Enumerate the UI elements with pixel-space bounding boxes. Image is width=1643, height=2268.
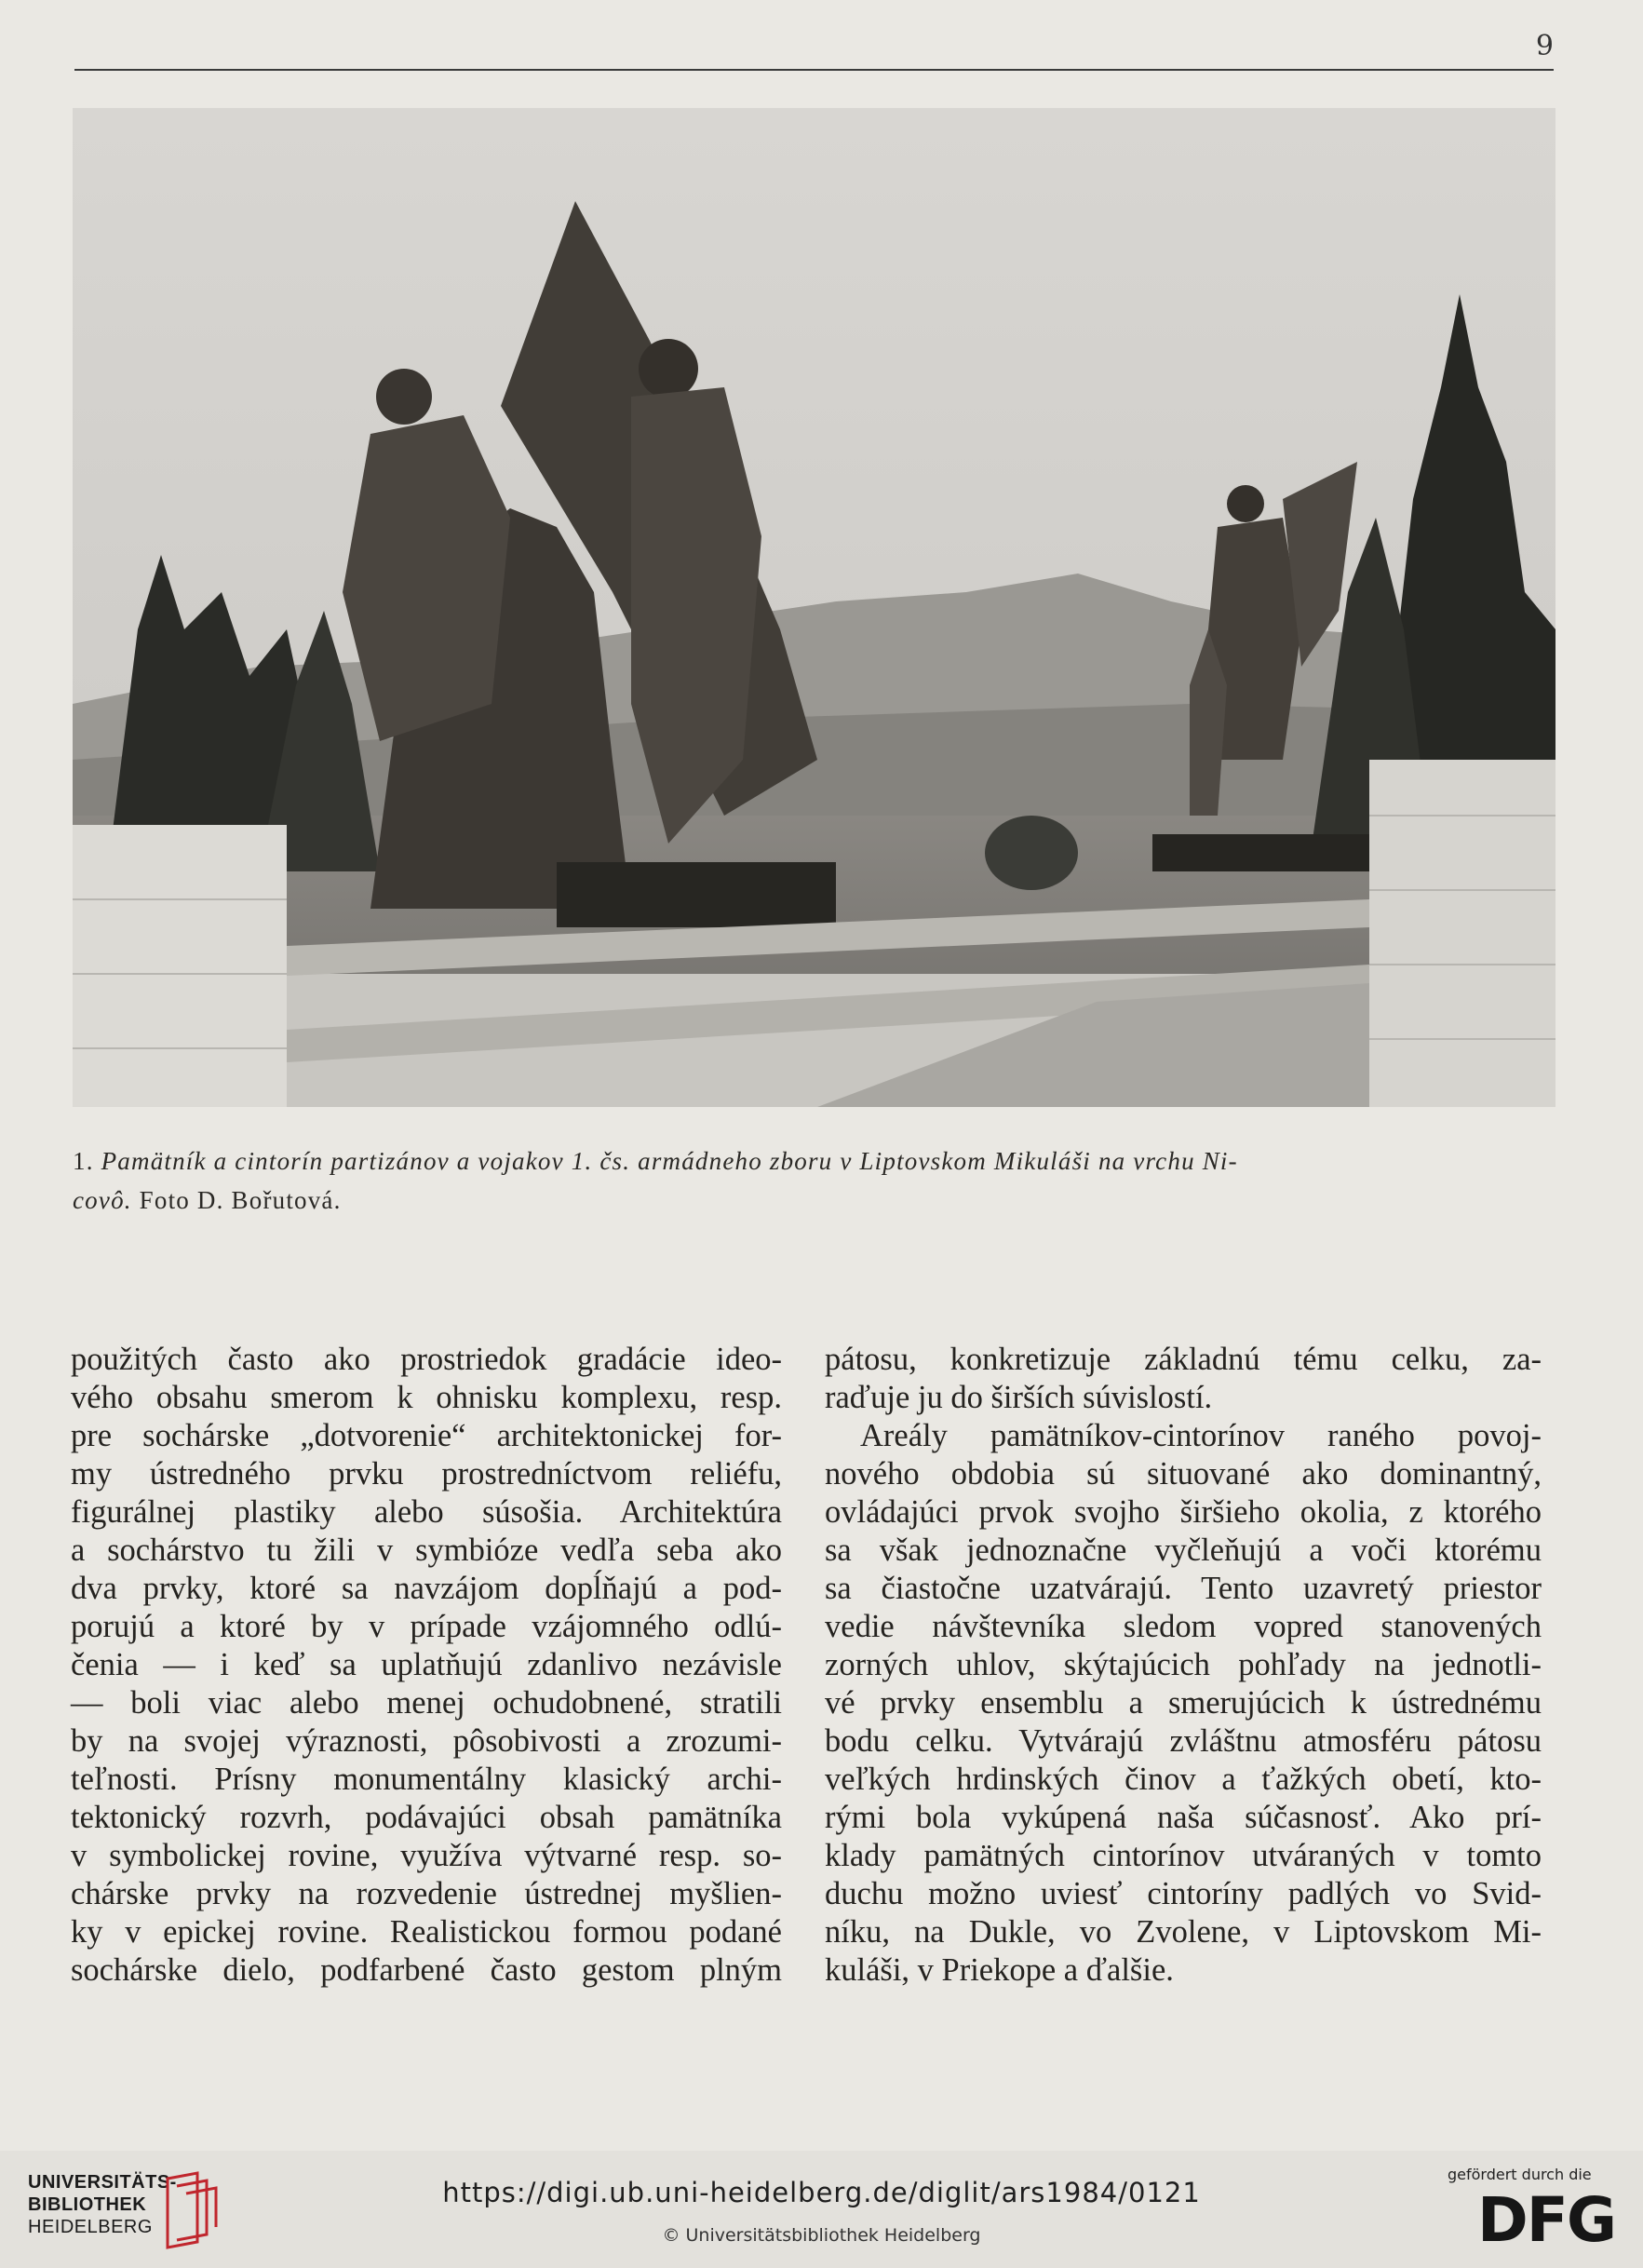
body-line: vedie návštevníka sledom vopred stanovených	[825, 1609, 1542, 1644]
copyright-notice: © Universitätsbibliothek Heidelberg	[662, 2225, 981, 2246]
body-line: a sochárstvo tu žili v symbióze vedľa seba ako	[71, 1532, 782, 1568]
body-line: vé prvky ensemblu a smerujúcich k ústrednému	[825, 1685, 1542, 1721]
body-line: vého obsahu smerom k ohnisku komplexu, resp.	[71, 1380, 782, 1415]
page-number: 9	[1535, 30, 1554, 62]
body-line: nového obdobia sú situované ako dominantný,	[825, 1456, 1542, 1492]
library-name-line2: BIBLIOTHEK	[28, 2194, 147, 2215]
caption-title-continuation: covô.	[73, 1186, 132, 1214]
body-line: my ústredného prvku prostredníctvom reliéfu,	[71, 1456, 782, 1492]
body-line: sochárske dielo, podfarbené často gestom plným	[71, 1952, 782, 1988]
viewer-footer	[0, 2151, 1643, 2268]
funding-label: gefördert durch die	[1448, 2166, 1592, 2183]
figure-caption	[73, 1141, 1555, 1220]
body-column-right	[825, 1341, 1542, 1990]
body-line: čenia — i keď sa uplatňujú zdanlivo nezávisle	[71, 1647, 782, 1682]
body-line: ovládajúci prvok svojho širšieho okolia, z ktorého	[825, 1494, 1542, 1530]
body-line: tektonický rozvrh, podávajúci obsah pamätníka	[71, 1800, 782, 1835]
body-line: rými bola vykúpená naša súčasnosť. Ako prí-	[825, 1800, 1542, 1835]
body-line: veľkých hrdinských činov a ťažkých obetí, kto-	[825, 1762, 1542, 1797]
body-line: duchu možno uviesť cintoríny padlých vo Svid-	[825, 1876, 1542, 1911]
body-line: sa však jednoznačne vyčleňujú a voči ktorému	[825, 1532, 1542, 1568]
body-line: dva prvky, ktoré sa navzájom dopĺňajú a pod-	[71, 1571, 782, 1606]
body-line: kuláši, v Priekope a ďalšie.	[825, 1952, 1174, 1988]
body-line: bodu celku. Vytvárajú zvláštnu atmosféru pátosu	[825, 1723, 1542, 1759]
body-line: — boli viac alebo menej ochudobnené, stratili	[71, 1685, 782, 1721]
body-line: klady pamätných cintorínov utváraných v tomto	[825, 1838, 1542, 1873]
body-line: pátosu, konkretizuje základnú tému celku, za-	[825, 1342, 1542, 1377]
header-rule	[74, 69, 1554, 71]
caption-number: 1.	[73, 1147, 101, 1175]
body-line: níku, na Dukle, vo Zvolene, v Liptovskom Mi-	[825, 1914, 1542, 1950]
dfg-logo[interactable]: DFG	[1476, 2184, 1615, 2256]
library-name-line1: UNIVERSITÄTS-	[28, 2172, 177, 2193]
permalink-url[interactable]: https://digi.ub.uni-heidelberg.de/diglit/ars1984/0121	[442, 2177, 1201, 2208]
monument-photo-illustration	[73, 108, 1555, 1107]
body-line: použitých často ako prostriedok gradácie ideo-	[71, 1342, 782, 1377]
library-name-line3: HEIDELBERG	[28, 2217, 153, 2237]
body-column-left	[71, 1341, 782, 1990]
body-line: ky v epickej rovine. Realistickou formou podané	[71, 1914, 782, 1950]
body-line: chárske prvky na rozvedenie ústrednej myšlien-	[71, 1876, 782, 1911]
caption-title: Pamätník a cintorín partizánov a vojakov 1. čs. armádneho zboru v Liptovskom Mikuláši na vrchu Ni-	[101, 1147, 1238, 1175]
body-line: Areály pamätníkov-cintorínov raného povoj-	[860, 1418, 1542, 1453]
caption-photo-credit: Foto D. Bořutová.	[131, 1186, 342, 1214]
body-line: porujú a ktoré by v prípade vzájomného odlú-	[71, 1609, 782, 1644]
body-line: figurálnej plastiky alebo súsošia. Architektúra	[71, 1494, 782, 1530]
body-line: raďuje ju do širších súvislostí.	[825, 1380, 1213, 1415]
body-line: teľnosti. Prísny monumentálny klasický archi-	[71, 1762, 782, 1797]
body-line: pre sochárske „dotvorenie“ architektonickej for-	[71, 1418, 782, 1453]
body-line: by na svojej výraznosti, pôsobivosti a zrozumi-	[71, 1723, 782, 1759]
monument-photograph	[73, 108, 1555, 1107]
body-line: v symbolickej rovine, využíva výtvarné resp. so-	[71, 1838, 782, 1873]
body-line: sa čiastočne uzatvárajú. Tento uzavretý priestor	[825, 1571, 1542, 1606]
body-line: zorných uhlov, skýtajúcich pohľady na jednotli-	[825, 1647, 1542, 1682]
